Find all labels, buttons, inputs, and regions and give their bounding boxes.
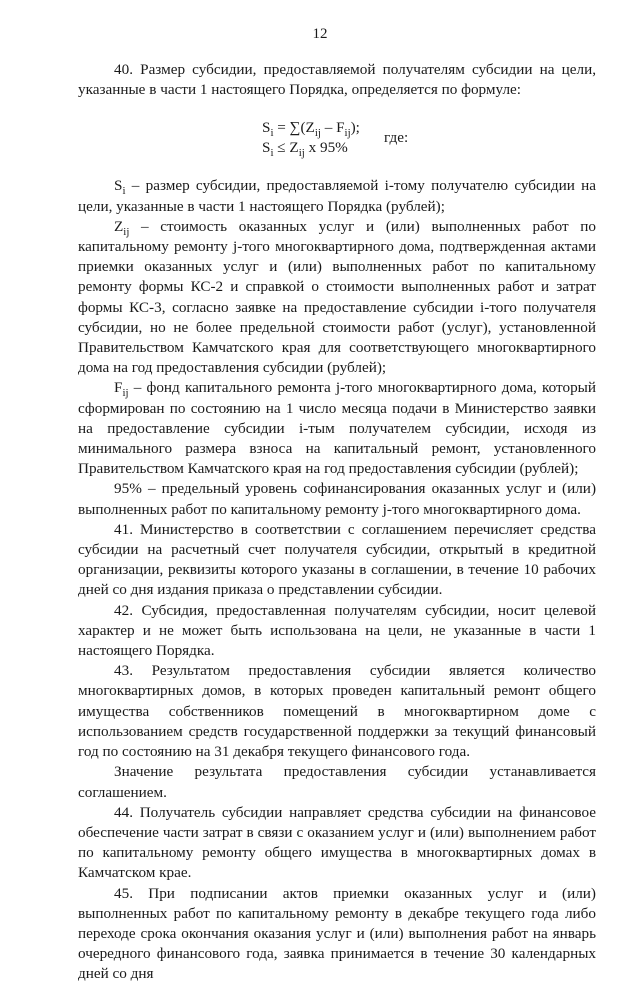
definition-f [78, 378, 596, 479]
definition-subscript: ij [122, 387, 129, 400]
formula-symbol: S [262, 119, 271, 137]
formula-subscript: ij [314, 127, 321, 140]
definition-text: – стоимость оказанных услуг и (или) выполненных работ по капитальному ремонту j-того многоквартирного дома, подтвержденная актами приемки оказанных услуг и (или) выполненных работ по капитальному ремонту формы КС-2 и справкой о стоимости выполненных работ и затрат формы КС-3, согласно заявке на предоставление субсидии i-того получателя субсидии, но не более предельной стоимости работ (услуг), установленной Правительством Камчатского края для соответствующего многоквартирного дома на год предоставления субсидии (рублей); [78, 217, 596, 377]
definition-subscript: ij [123, 225, 130, 238]
formula-text: х 95% [304, 139, 348, 157]
formula-subscript: i [270, 127, 274, 140]
formula-text: ); [350, 119, 360, 137]
formula-subscript: ij [344, 127, 351, 140]
definition-symbol: Z [114, 217, 124, 235]
formula-text: – F [320, 119, 345, 137]
definition-z [78, 217, 596, 379]
paragraph-45: 45. При подписании актов приемки оказанных услуг и (или) выполненных работ по капитальному ремонту в декабре текущего года либо переходе срока окончания оказания услуг и (или) выполнения работ на январь очередного финансового года, заявка принимается в течение 30 календарных дней со дня [78, 884, 596, 983]
paragraph-43: 43. Результатом предоставления субсидии является количество многоквартирных домов, в которых проведен капитальный ремонт общего имущества собственников помещений в многоквартирном доме с использованием средств государственной поддержки за текущий финансовый год по состоянию на 31 декабря текущего финансового года. [78, 662, 596, 761]
definition-subscript: i [122, 185, 126, 198]
formula-block [78, 100, 596, 176]
paragraph-44: 44. Получатель субсидии направляет средства субсидии на финансовое обеспечение части затрат в связи с оказанием услуг и (или) выполнением работ по капитальному ремонту общего имущества в многоквартирных домах в Камчатском крае. [78, 803, 596, 882]
page-number: 12 [312, 26, 328, 42]
formula-text: ≤ Z [273, 139, 299, 157]
definition-symbol: F [114, 379, 123, 397]
definition-symbol: S [114, 177, 123, 195]
paragraph-41: 41. Министерство в соответствии с соглашением перечисляет средства субсидии на расчетный счет получателя субсидии, открытый в кредитной организации, реквизиты которого указаны в соглашении, в течение 10 рабочих дней со дня издания приказа о представлении субсидии. [78, 520, 596, 599]
paragraph-42: 42. Субсидия, предоставленная получателям субсидии, носит целевой характер и не может быть использована на цели, не указанные в части 1 настоящего Порядка. [78, 601, 596, 660]
document-body [78, 60, 596, 985]
definition-text: – фонд капитального ремонта j-того многоквартирного дома, который сформирован по состоянию на 1 число месяца подачи в Министерство заявки на предоставление субсидии i-тым получателем субсидии, исходя из минимального размера взноса на капитальный ремонт, установленного Правительством Камчатского края на год предоставления субсидии (рублей); [78, 379, 596, 478]
formula-subscript: i [270, 147, 274, 160]
paragraph-43-result: Значение результата предоставления субсидии устанавливается соглашением. [78, 763, 596, 801]
formula-line-2 [262, 138, 360, 158]
definition-s [78, 176, 596, 216]
formula-subscript: ij [298, 147, 305, 160]
formula-text: = ∑(Z [273, 119, 315, 137]
formula-where-label: где: [384, 129, 409, 147]
formula-line-1 [262, 118, 360, 138]
subsidy-formula [262, 118, 360, 158]
formula-symbol: S [262, 139, 271, 157]
definition-95: 95% – предельный уровень софинансирования оказанных услуг и (или) выполненных работ по капитальному ремонту j-того многоквартирного дома. [78, 480, 596, 518]
definition-text: – размер субсидии, предоставляемой i-тому получателю субсидии на цели, указанные в части 1 настоящего Порядка (рублей); [78, 177, 596, 215]
paragraph-40: 40. Размер субсидии, предоставляемой получателям субсидии на цели, указанные в части 1 настоящего Порядка, определяется по формуле: [78, 61, 596, 99]
